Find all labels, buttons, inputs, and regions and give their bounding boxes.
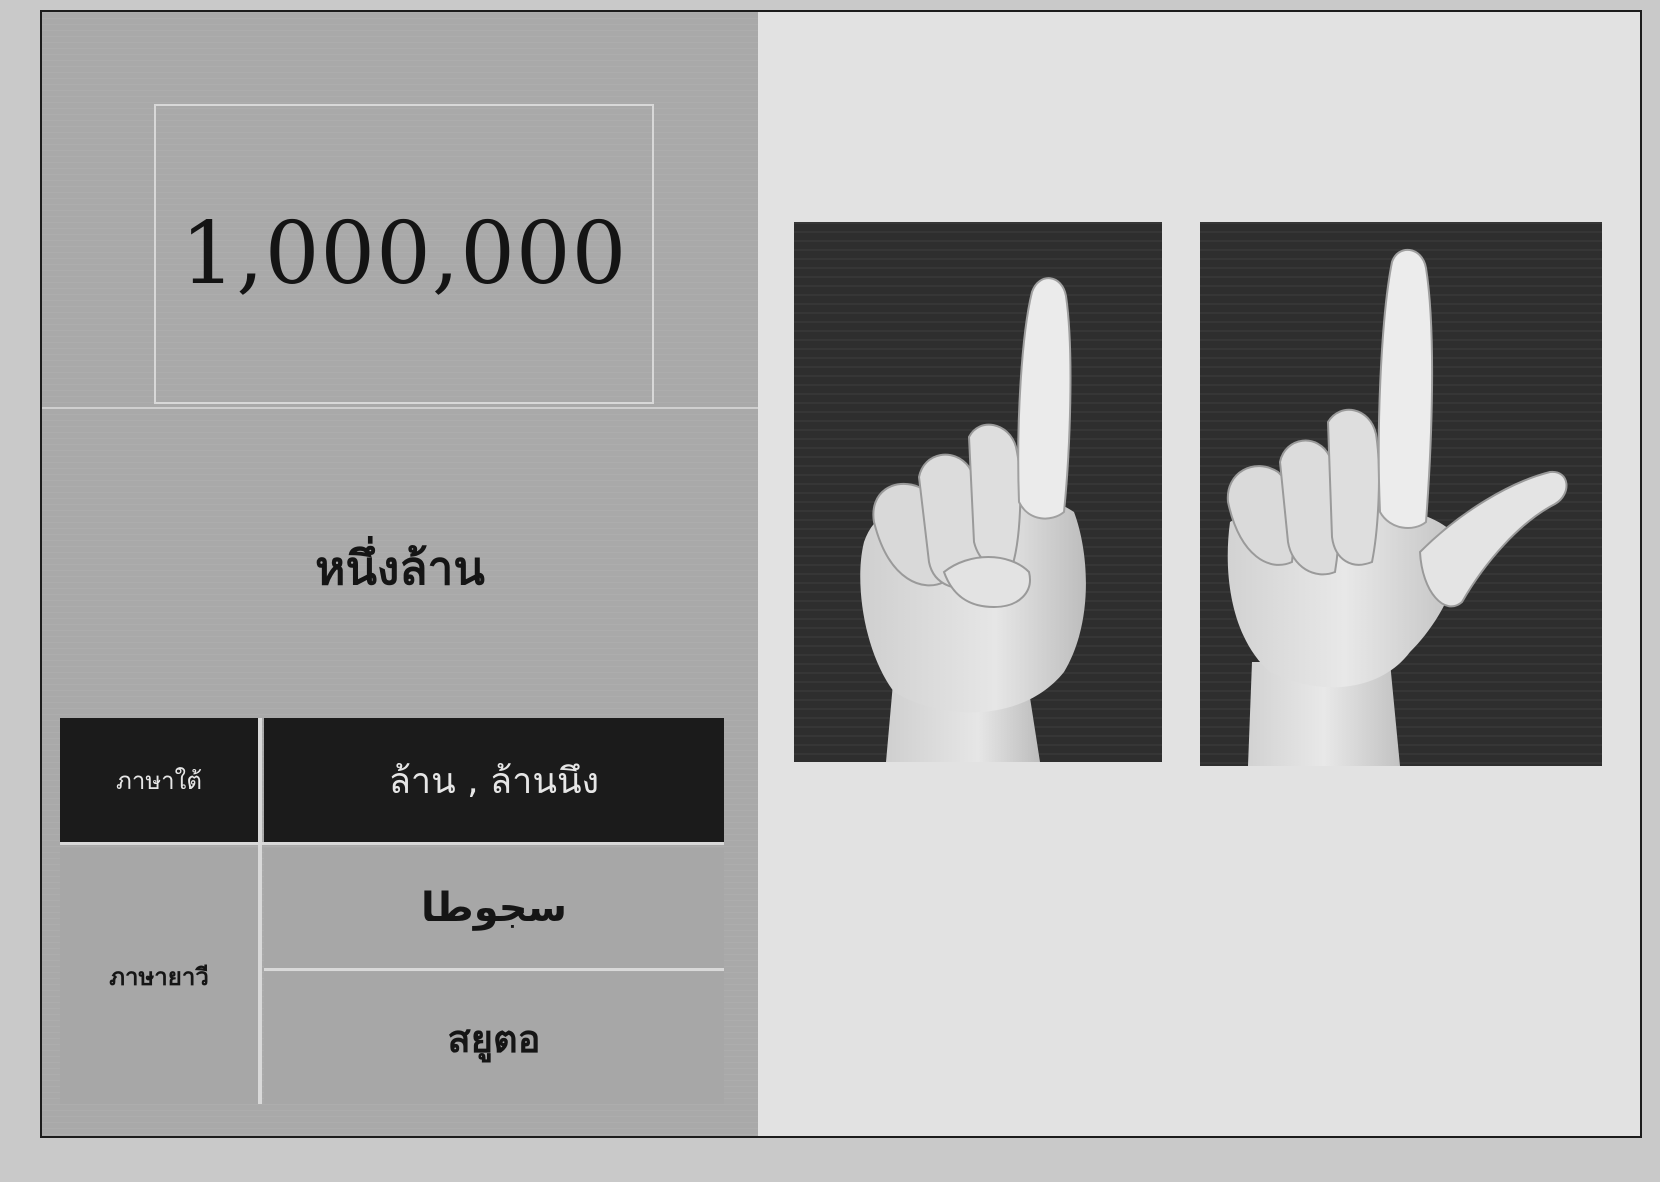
dialect-table (60, 718, 724, 1104)
divider (42, 407, 758, 409)
yawi-thai-value: สยูตอ (264, 972, 724, 1104)
yawi-label: ภาษายาวี (60, 848, 258, 1104)
hand-sign-index-up-thumb-out-icon (1200, 222, 1602, 766)
page-frame (40, 10, 1642, 1138)
number-box (154, 104, 654, 404)
hand-sign-index-up-icon (794, 222, 1162, 762)
number-digits: 1,000,000 (180, 204, 628, 304)
hand-sign-index-up-svg (794, 222, 1162, 762)
yawi-jawi-script: سجوطا (264, 848, 724, 968)
south-dialect-value: ล้าน , ล้านนึง (264, 718, 724, 842)
number-card-panel (42, 12, 758, 1136)
thai-reading: หนึ่งล้าน (315, 541, 485, 595)
hand-sign-index-thumb-svg (1200, 222, 1602, 766)
table-rule-horizontal (60, 842, 724, 845)
south-dialect-label: ภาษาใต้ (60, 718, 258, 842)
table-rule-vertical (258, 718, 262, 1104)
table-rule-horizontal (264, 968, 724, 971)
